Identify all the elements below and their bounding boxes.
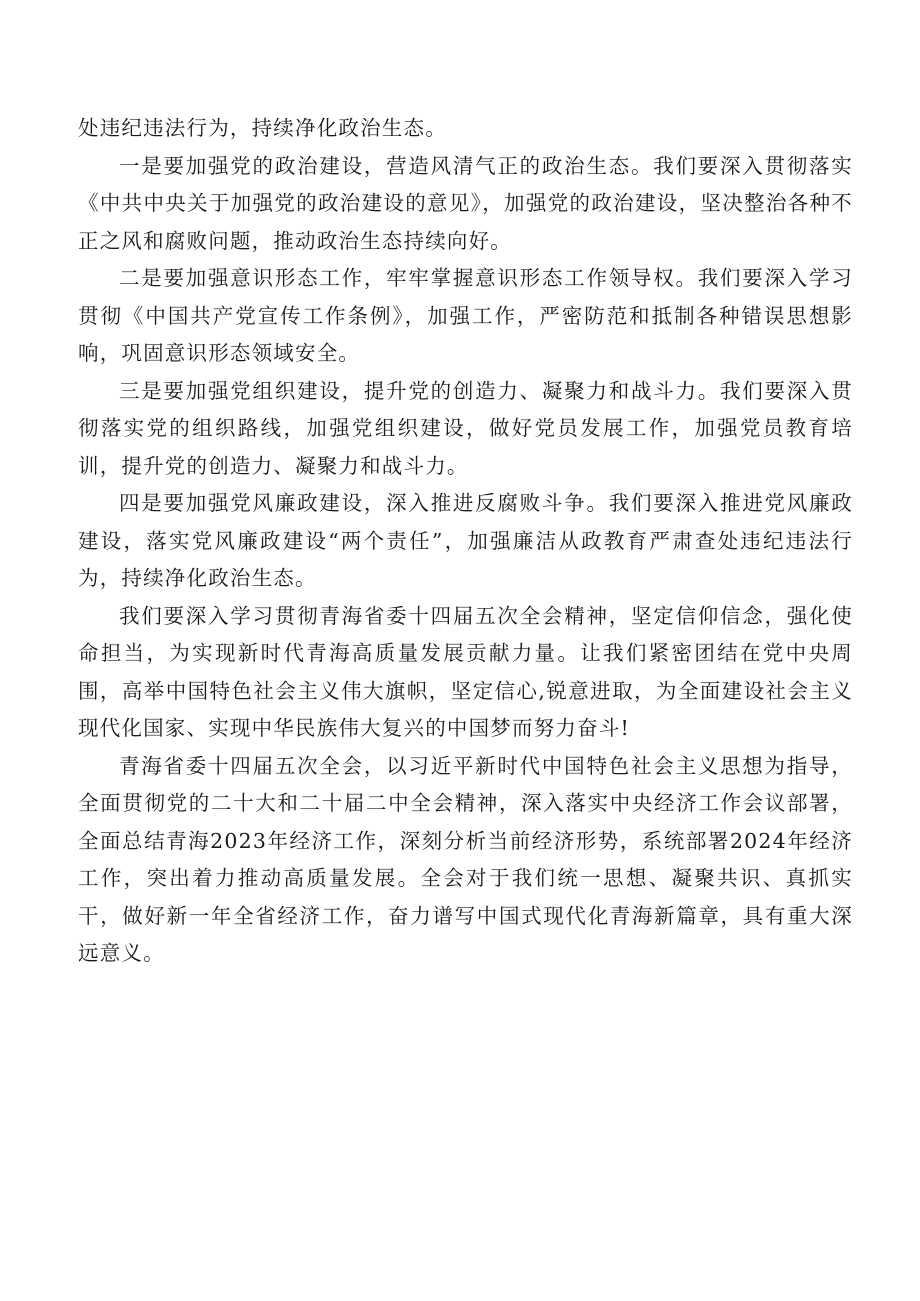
paragraph-study-spirit: 我们要深入学习贯彻青海省委十四届五次全会精神，坚定信仰信念，强化使命担当，为实现新时代青海高质量发展贡献力量。让我们紧密团结在党中央周围，高举中国特色社会主义伟大旗帜，坚定信心,锐意进取，为全面建设社会主义现代化国家、实现中华民族伟大复兴的中国梦而努力奋斗! [78, 603, 853, 740]
paragraph-plenary-session: 青海省委十四届五次全会，以习近平新时代中国特色社会主义思想为指导，全面贯彻党的二十大和二十届二中全会精神，深入落实中央经济工作会议部署，全面总结青海2023年经济工作，深刻分析当前经济形势，系统部署2024年经济工作，突出着力推动高质量发展。全会对于我们统一思想、凝聚共识、真抓实干，做好新一年全省经济工作，奋力谱写中国式现代化青海新篇章，具有重大深远意义。 [78, 753, 853, 965]
paragraph-continuation: 处违纪违法行为，持续净化政治生态。 [78, 116, 447, 140]
document-body [78, 110, 853, 973]
paragraph-political-building: 一是要加强党的政治建设，营造风清气正的政治生态。我们要深入贯彻落实《中共中央关于加强党的政治建设的意见》，加强党的政治建设，坚决整治各种不正之风和腐败问题，推动政治生态持续向好。 [78, 153, 853, 253]
paragraph-party-organization: 三是要加强党组织建设，提升党的创造力、凝聚力和战斗力。我们要深入贯彻落实党的组织路线，加强党组织建设，做好党员发展工作，加强党员教育培训，提升党的创造力、凝聚力和战斗力。 [78, 378, 853, 478]
paragraph-ideology-work: 二是要加强意识形态工作，牢牢掌握意识形态工作领导权。我们要深入学习贯彻《中国共产党宣传工作条例》，加强工作，严密防范和抵制各种错误思想影响，巩固意识形态领域安全。 [78, 266, 853, 365]
paragraph-anti-corruption: 四是要加强党风廉政建设，深入推进反腐败斗争。我们要深入推进党风廉政建设，落实党风廉政建设“两个责任”，加强廉洁从政教育严肃查处违纪违法行为，持续净化政治生态。 [78, 491, 853, 590]
